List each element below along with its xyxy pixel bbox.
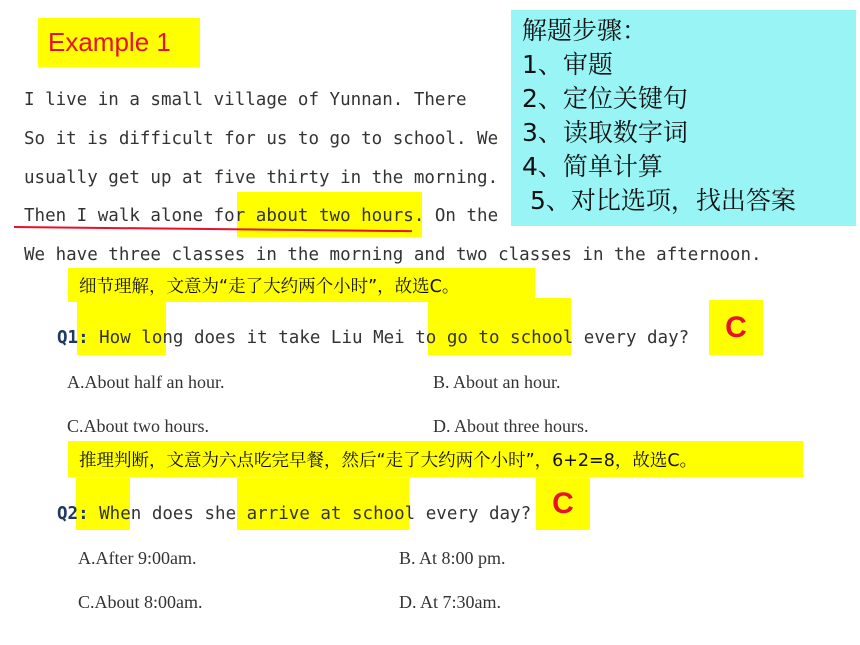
- q1-option-a[interactable]: A.About half an hour.: [67, 372, 225, 392]
- q1-option-d[interactable]: D. About three hours.: [433, 416, 589, 436]
- question-2-number: Q2:: [57, 504, 89, 524]
- step-item: 2、定位关键句: [522, 84, 688, 113]
- q1-option-c[interactable]: C.About two hours.: [67, 416, 210, 436]
- question-1: [57, 328, 689, 348]
- q2-option-d[interactable]: D. At 7:30am.: [399, 592, 501, 612]
- q2-option-a[interactable]: A.After 9:00am.: [78, 548, 197, 568]
- question-2: [57, 504, 531, 524]
- passage-line-2: So it is difficult for us to go to school. We: [24, 129, 499, 149]
- passage-line-4: Then I walk alone for about two hours. On the: [24, 206, 499, 226]
- question-2-text: When does she arrive at school every day?: [88, 504, 532, 524]
- passage-line-3: usually get up at five thirty in the morning.: [24, 168, 499, 188]
- steps-heading: 解题步骤：: [522, 16, 648, 45]
- passage-line-1: I live in a small village of Yunnan. There: [24, 90, 467, 110]
- question-2-answer: C: [536, 478, 590, 530]
- q2-option-c[interactable]: C.About 8:00am.: [78, 592, 203, 612]
- q2-option-b[interactable]: B. At 8:00 pm.: [399, 548, 506, 568]
- question-1-answer: C: [709, 300, 763, 355]
- step-item: 1、审题: [522, 50, 613, 79]
- step-item: 4、简单计算: [522, 152, 663, 181]
- solution-steps-box: [511, 10, 856, 226]
- analysis-note-q2: 推理判断，文意为六点吃完早餐，然后“走了大约两个小时”，6+2=8，故选C。: [68, 441, 803, 477]
- step-item: 5、对比选项，找出答案: [522, 186, 796, 215]
- passage-line-5: We have three classes in the morning and two classes in the afternoon.: [24, 245, 762, 265]
- example-title: Example 1: [38, 18, 200, 67]
- step-item: 3、读取数字词: [522, 118, 688, 147]
- question-1-number: Q1:: [57, 328, 89, 348]
- question-1-text: How long does it take Liu Mei to go to school every day?: [88, 328, 690, 348]
- analysis-note-q1: 细节理解，文意为“走了大约两个小时”，故选C。: [68, 268, 535, 302]
- q1-option-b[interactable]: B. About an hour.: [433, 372, 561, 392]
